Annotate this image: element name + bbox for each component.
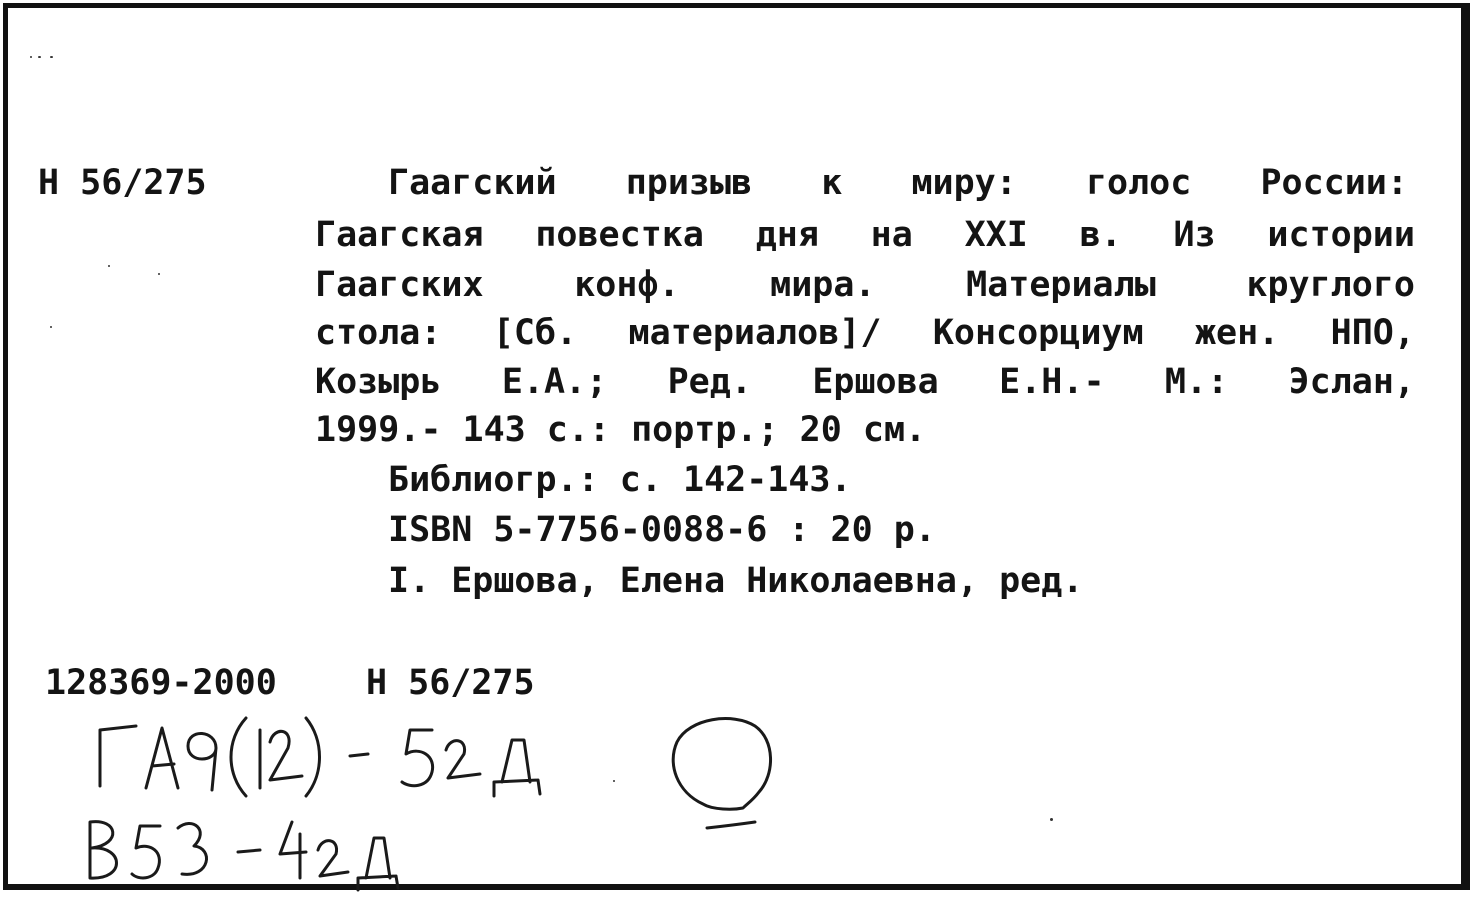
handwritten-shelfmark-1 [88, 708, 558, 798]
title-word: конф. [574, 265, 680, 305]
title-word: круглого [1246, 265, 1415, 305]
speck [38, 56, 41, 58]
accession-number: 128369-2000 [45, 663, 277, 703]
title-word: к [821, 163, 843, 203]
title-word: стола: [315, 313, 442, 353]
title-line [315, 215, 1415, 255]
title-word: истории [1267, 215, 1415, 255]
handwritten-shelfmark-2 [78, 808, 418, 893]
title-line [315, 362, 1415, 402]
imprint-line: 1999.- 143 с.: портр.; 20 см. [315, 410, 927, 450]
call-number: Н 56/275 [38, 163, 207, 203]
speck [30, 56, 32, 58]
handwritten-circle-mark [663, 708, 788, 838]
title-word: миру: [911, 163, 1017, 203]
title-line [315, 265, 1415, 305]
title-word: голос [1085, 163, 1192, 203]
title-word: Гаагских [315, 265, 484, 305]
title-word: [Сб. [492, 313, 578, 353]
title-word: НПО, [1330, 313, 1415, 353]
speck [50, 326, 52, 328]
title-line [388, 163, 1408, 203]
title-word: России: [1260, 163, 1408, 203]
speck [613, 780, 615, 782]
title-word: Из [1173, 215, 1216, 255]
title-word: Ред. [667, 362, 752, 402]
catalog-card [3, 3, 1470, 890]
title-word: Е.Н.- [999, 362, 1105, 402]
bibliography-note: Библиогр.: с. 142-143. [388, 460, 852, 500]
speck [158, 273, 160, 275]
title-word: XXI [964, 215, 1028, 255]
title-word: М.: [1164, 362, 1229, 402]
editor-entry: I. Ершова, Елена Николаевна, ред. [388, 561, 1084, 601]
title-word: дня [755, 215, 819, 255]
title-word: призыв [625, 163, 753, 203]
title-word: мира. [770, 265, 876, 305]
title-word: материалов]/ [628, 313, 882, 353]
title-word: Эслан, [1288, 362, 1415, 402]
title-word: жен. [1194, 313, 1280, 353]
title-word: Материалы [966, 265, 1156, 305]
title-line [315, 313, 1415, 353]
speck [108, 265, 110, 267]
title-word: Консорциум [932, 313, 1144, 353]
title-word: Гаагский [388, 163, 557, 203]
isbn-note: ISBN 5-7756-0088-6 : 20 р. [388, 510, 936, 550]
speck [50, 56, 53, 58]
title-word: Гаагская [315, 215, 484, 255]
title-word: Ершова [812, 362, 939, 402]
title-word: Е.А.; [501, 362, 608, 402]
title-word: в. [1079, 215, 1122, 255]
speck [1050, 818, 1053, 821]
title-word: повестка [535, 215, 704, 255]
call-number-bottom: Н 56/275 [366, 663, 535, 703]
title-word: Козырь [315, 362, 442, 402]
title-word: на [870, 215, 913, 255]
